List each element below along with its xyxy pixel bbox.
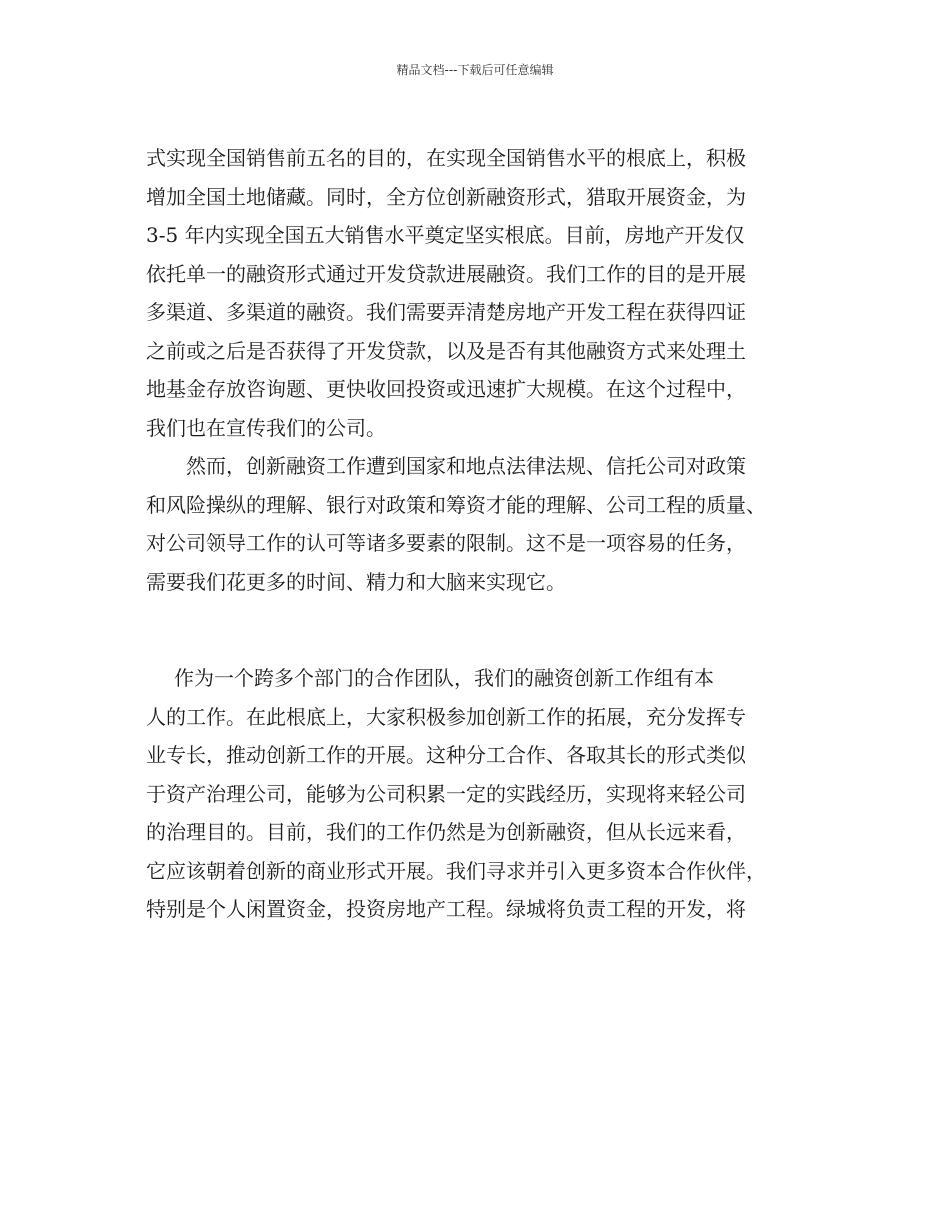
text-line: 和风险操纵的理解、银行对政策和筹资才能的理解、公司工程的质量、 [146, 492, 766, 517]
text-line: 式实现全国销售前五名的目的，在实现全国销售水平的根底上，积极 [146, 146, 746, 170]
text-line: 增加全国土地储藏。同时，全方位创新融资形式，猎取开展资金，为 [146, 184, 746, 209]
paragraph-3 [146, 659, 826, 929]
paragraph-1 [146, 139, 826, 447]
paragraph-2 [146, 447, 826, 601]
text-line: 对公司领导工作的认可等诸多要素的限制。这不是一项容易的任务， [146, 531, 746, 555]
text-line: 地基金存放咨询题、更快收回投资或迅速扩大规模。在这个过程中， [146, 377, 746, 401]
text-line: 业专长，推动创新工作的开展。这种分工合作、各取其长的形式类似 [146, 743, 746, 767]
text-line: 于资产治理公司，能够为公司积累一定的实践经历，实现将来轻公司 [146, 781, 746, 806]
text-line: 依托单一的融资形式通过开发贷款进展融资。我们工作的目的是开展 [146, 261, 746, 286]
text-line: 之前或之后是否获得了开发贷款，以及是否有其他融资方式来处理土 [146, 338, 746, 363]
text-line: 3-5 年内实现全国五大销售水平奠定坚实根底。目前，房地产开发仅 [146, 223, 745, 247]
text-line: 我们也在宣传我们的公司。 [146, 415, 386, 440]
document-body [146, 139, 826, 929]
text-line: 人的工作。在此根底上，大家积极参加创新工作的拓展，充分发挥专 [146, 704, 746, 729]
text-line: 特别是个人闲置资金，投资房地产工程。绿城将负责工程的开发，将 [146, 897, 746, 921]
text-line: 需要我们花更多的时间、精力和大脑来实现它。 [146, 569, 566, 594]
text-line: 多渠道、多渠道的融资。我们需要弄清楚房地产开发工程在获得四证 [146, 300, 746, 324]
text-line: 然而，创新融资工作遭到国家和地点法律法规、信托公司对政策 [186, 454, 746, 478]
paragraph-spacer [146, 601, 826, 659]
text-line: 作为一个跨多个部门的合作团队，我们的融资创新工作组有本 [174, 666, 714, 690]
text-line: 的治理目的。目前，我们的工作仍然是为创新融资，但从长远来看， [146, 820, 746, 844]
page-header: 精品文档---下载后可任意编辑 [396, 63, 554, 77]
text-line: 它应该朝着创新的商业形式开展。我们寻求并引入更多资本合作伙伴， [146, 858, 766, 883]
